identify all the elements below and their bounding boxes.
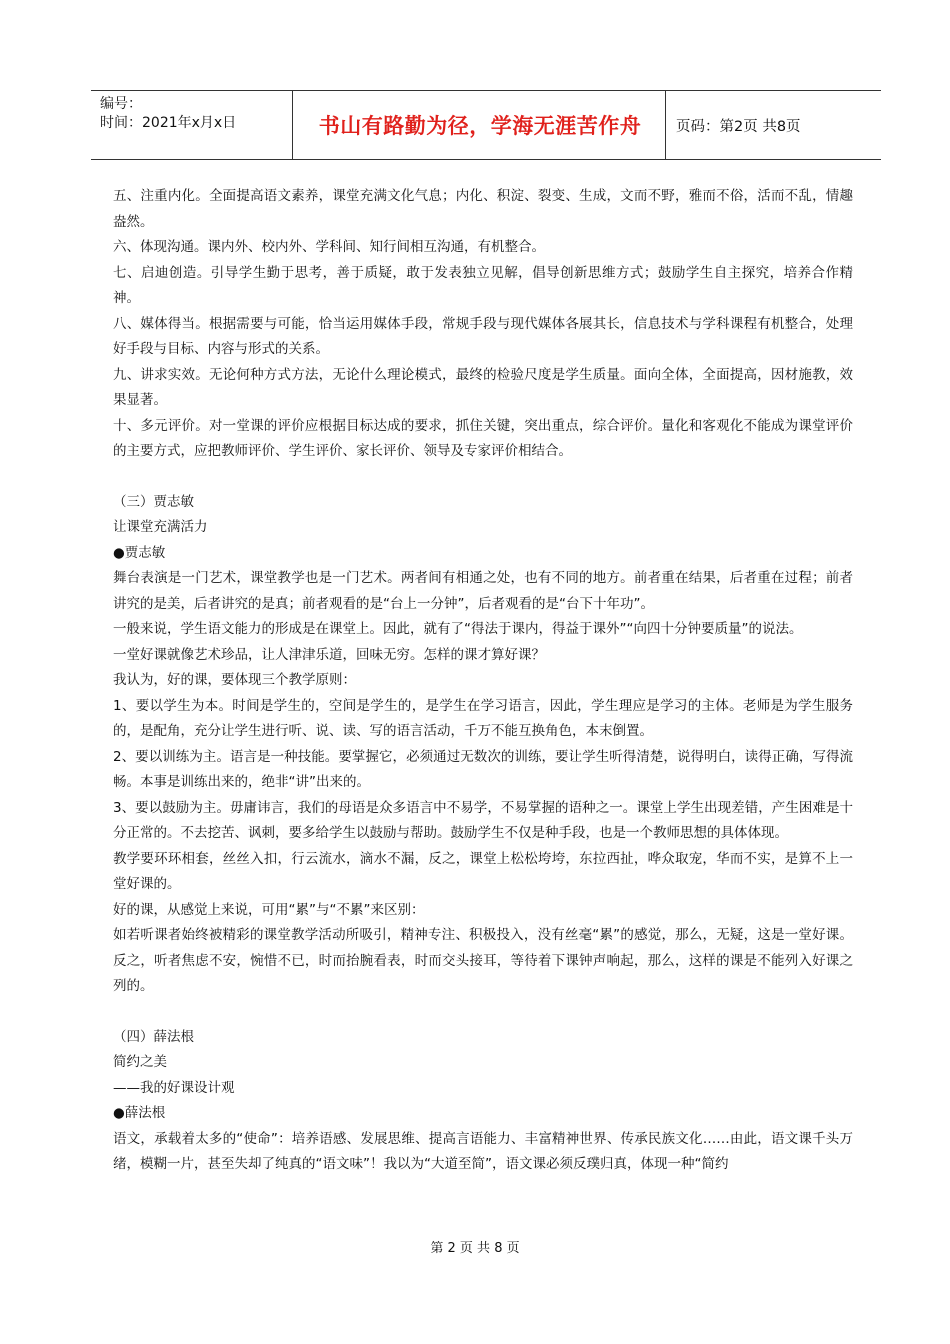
document-time-label: 时间：2021年x月x日 bbox=[100, 115, 237, 131]
paragraph: 我认为，好的课，要体现三个教学原则： bbox=[113, 672, 356, 688]
paragraph: 教学要环环相套，丝丝入扣，行云流水，滴水不漏，反之，课堂上松松垮垮，东拉西扯，哗众取宠，华而不实，是算不上一堂好课的。 bbox=[113, 850, 853, 892]
author-line: ●贾志敏 bbox=[113, 544, 166, 561]
paragraph: 一堂好课就像艺术珍品，让人津津乐道，回味无穷。怎样的课才算好课？ bbox=[113, 646, 545, 663]
section-gap bbox=[113, 465, 853, 490]
paragraph: 六、体现沟通。课内外、校内外、学科间、知行间相互沟通，有机整合。 bbox=[113, 239, 545, 255]
paragraph: 十、多元评价。对一堂课的评价应根据目标达成的要求，抓住关键，突出重点，综合评价。量化和客观化不能成为课堂评价的主要方式，应把教师评价、学生评价、家长评价、领导及专家评价相结合。 bbox=[113, 417, 853, 459]
section-gap bbox=[113, 1000, 853, 1025]
section-heading: （四）薛法根 bbox=[113, 1028, 194, 1045]
paragraph: 七、启迪创造。引导学生勤于思考，善于质疑，敢于发表独立见解，倡导创新思维方式；鼓励学生自主探究，培养合作精神。 bbox=[113, 264, 853, 306]
paragraph: 五、注重内化。全面提高语文素养，课堂充满文化气息；内化、积淀、裂变、生成，文而不野，雅而不俗，活而不乱，情趣盎然。 bbox=[113, 188, 853, 230]
paragraph: 九、讲求实效。无论何种方式方法，无论什么理论模式，最终的检验尺度是学生质量。面向全体，全面提高，因材施教，效果显著。 bbox=[113, 366, 853, 408]
paragraph: 2、要以训练为主。语言是一种技能。要掌握它，必须通过无数次的训练，要让学生听得清楚，说得明白，读得正确，写得流畅。本事是训练出来的，绝非“讲”出来的。 bbox=[113, 748, 853, 790]
paragraph: 舞台表演是一门艺术，课堂教学也是一门艺术。两者间有相通之处，也有不同的地方。前者重在结果，后者重在过程；前者讲究的是美，后者讲究的是真；前者观看的是“台上一分钟”，后者观看的是“台下十年功”。 bbox=[113, 570, 853, 612]
paragraph: 如若听课者始终被精彩的课堂教学活动所吸引，精神专注、积极投入，没有丝毫“累”的感觉，那么，无疑，这是一堂好课。反之，听者焦虑不安，惋惜不已，时而抬腕看表，时而交头接耳，等待着下课钟声响起，那么，这样的课是不能列入好课之列的。 bbox=[113, 927, 853, 994]
document-number-label: 编号： bbox=[100, 96, 142, 112]
paragraph: 八、媒体得当。根据需要与可能，恰当运用媒体手段，常规手段与现代媒体各展其长，信息技术与学科课程有机整合，处理好手段与目标、内容与形式的关系。 bbox=[113, 315, 853, 357]
header-divider-right bbox=[665, 91, 666, 159]
header-meta bbox=[100, 95, 290, 133]
header-page-info: 页码：第2页 共8页 bbox=[676, 119, 801, 135]
document-body bbox=[113, 184, 853, 1178]
header-divider-left bbox=[292, 91, 293, 159]
paragraph: 3、要以鼓励为主。毋庸讳言，我们的母语是众多语言中不易学，不易掌握的语种之一。课堂上学生出现差错，产生困难是十分正常的。不去挖苦、讽刺，要多给学生以鼓励与帮助。鼓励学生不仅是种手段，也是一个教师思想的具体体现。 bbox=[113, 799, 853, 841]
paragraph: 1、要以学生为本。时间是学生的，空间是学生的，是学生在学习语言，因此，学生理应是学习的主体。老师是为学生服务的，是配角，充分让学生进行听、说、读、写的语言活动，千万不能互换角色，本末倒置。 bbox=[113, 697, 853, 739]
paragraph: 语文，承载着太多的“使命”：培养语感、发展思维、提高言语能力、丰富精神世界、传承民族文化……由此，语文课千头万绪，模糊一片，甚至失却了纯真的“语文味”！我以为“大道至简”，语文课必须反璞归真，体现一种“简约 bbox=[113, 1130, 853, 1172]
article-title: 让课堂充满活力 bbox=[113, 519, 208, 535]
page-footer: 第 2 页 共 8 页 bbox=[430, 1241, 520, 1256]
page-header bbox=[91, 90, 881, 160]
paragraph: 好的课，从感觉上来说，可用“累”与“不累”来区别： bbox=[113, 901, 425, 918]
header-motto: 书山有路勤为径，学海无涯苦作舟 bbox=[318, 114, 642, 138]
author-line: ●薛法根 bbox=[113, 1105, 166, 1121]
article-subtitle: ——我的好课设计观 bbox=[113, 1079, 235, 1096]
section-heading: （三）贾志敏 bbox=[113, 493, 194, 510]
paragraph: 一般来说，学生语文能力的形成是在课堂上。因此，就有了“得法于课内，得益于课外”“向四十分钟要质量”的说法。 bbox=[113, 621, 803, 637]
article-title: 简约之美 bbox=[113, 1054, 167, 1070]
